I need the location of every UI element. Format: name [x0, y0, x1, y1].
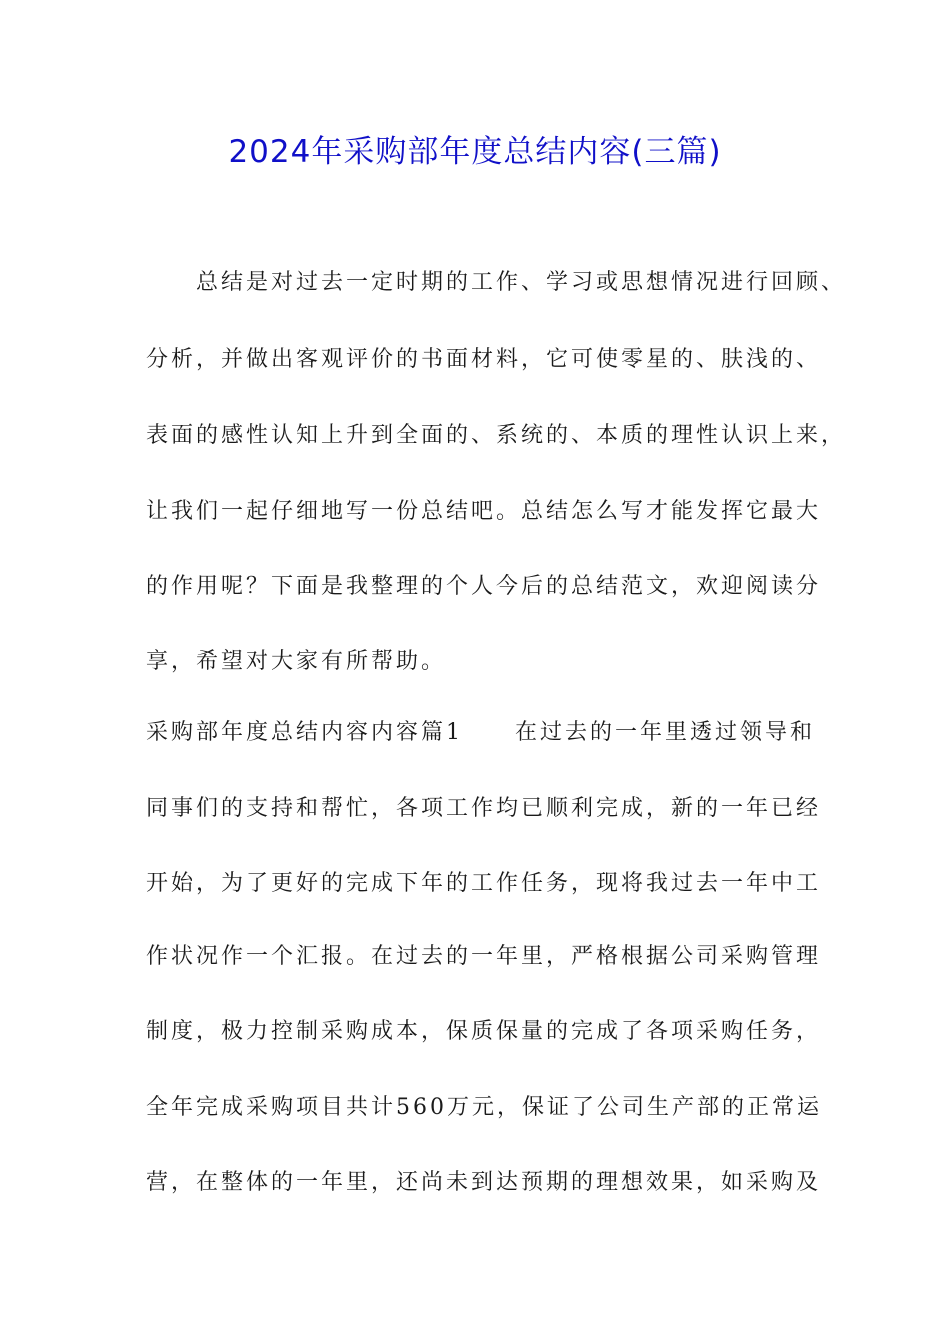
paragraph-line: 让我们一起仔细地写一份总结吧。总结怎么写才能发挥它最大	[146, 499, 822, 524]
paragraph-line: 总结是对过去一定时期的工作、学习或思想情况进行回顾、	[146, 270, 847, 295]
section-line: 开始，为了更好的完成下年的工作任务，现将我过去一年中工	[146, 871, 822, 896]
section-first-line: 在过去的一年里透过领导和	[515, 720, 816, 745]
paragraph-line: 表面的感性认知上升到全面的、系统的、本质的理性认识上来，	[146, 423, 847, 448]
section-line: 制度，极力控制采购成本，保质保量的完成了各项采购任务，	[146, 1019, 822, 1044]
paragraph-line: 的作用呢？下面是我整理的个人今后的总结范文，欢迎阅读分	[146, 574, 822, 599]
section-line: 全年完成采购项目共计560万元，保证了公司生产部的正常运	[146, 1095, 822, 1120]
paragraph-line: 享，希望对大家有所帮助。	[146, 649, 447, 674]
section-heading-line	[146, 718, 815, 748]
document-title: 2024年采购部年度总结内容(三篇)	[228, 134, 722, 170]
section-line: 营，在整体的一年里，还尚未到达预期的理想效果，如采购及	[146, 1170, 822, 1195]
paragraph-line: 分析，并做出客观评价的书面材料，它可使零星的、肤浅的、	[146, 347, 822, 372]
section-line: 作状况作一个汇报。在过去的一年里，严格根据公司采购管理	[146, 944, 822, 969]
section-heading: 采购部年度总结内容内容篇1	[146, 720, 463, 745]
section-line: 同事们的支持和帮忙，各项工作均已顺利完成，新的一年已经	[146, 796, 822, 821]
